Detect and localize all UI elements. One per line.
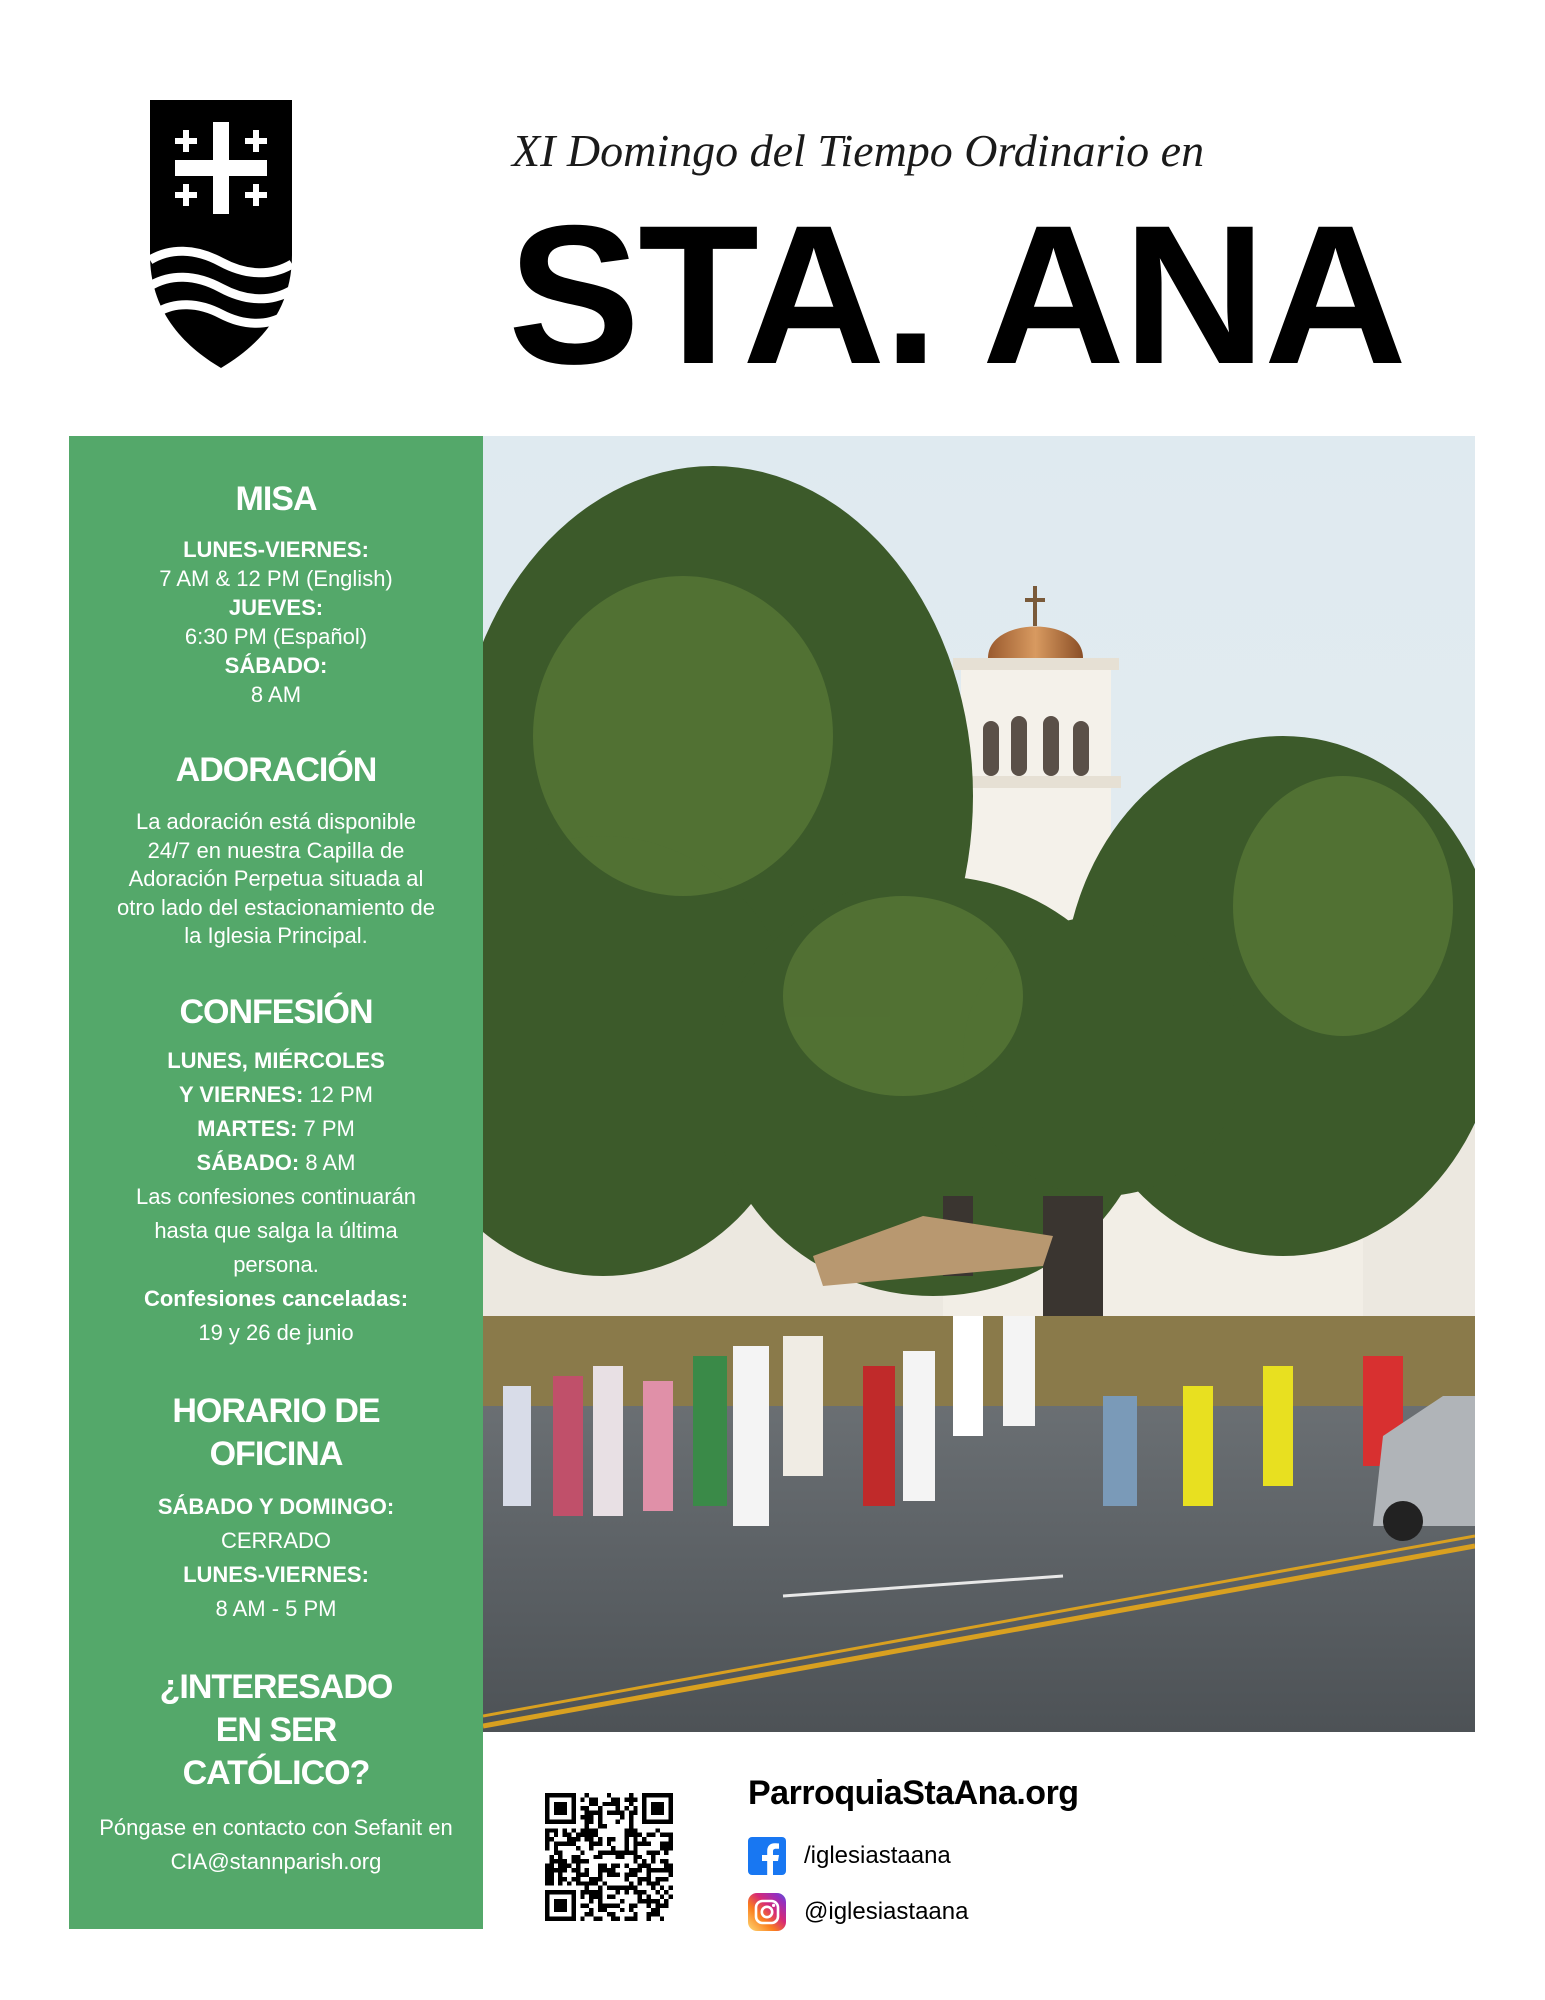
adoracion-text: La adoración está disponible 24/7 en nuestra Capilla de Adoración Perpetua situada al otro lado del estacionamiento de la Iglesia Principal. (117, 809, 435, 948)
confesion-time: 12 PM (303, 1081, 373, 1107)
instagram-link[interactable] (748, 1892, 968, 1932)
facebook-handle: /iglesiastaana (804, 1842, 951, 1869)
confesion-time: 7 PM (297, 1115, 355, 1141)
interesado-section (87, 1666, 465, 1879)
adoracion-title: ADORACIÓN (175, 751, 377, 789)
misa-value: 6:30 PM (Español) (184, 624, 368, 649)
confesion-days-label: MARTES: (197, 1115, 298, 1141)
confesion-days-label: SÁBADO: (196, 1149, 300, 1175)
website-link[interactable]: ParroquiaStaAna.org (748, 1774, 1079, 1812)
facebook-link[interactable] (748, 1836, 951, 1876)
interesado-text: Póngase en contacto con Sefanit en CIA@stannparish.org (99, 1814, 453, 1874)
page-title: STA. ANA (508, 184, 1405, 405)
qr-code[interactable] (545, 1793, 673, 1921)
misa-value: 7 AM & 12 PM (English) (159, 566, 393, 591)
confesion-title: CONFESIÓN (179, 992, 373, 1031)
misa-title: MISA (235, 480, 317, 518)
confesion-time: 8 AM (299, 1149, 356, 1175)
horario-label: LUNES-VIERNES: (183, 1561, 369, 1587)
interesado-title: ¿INTERESADO EN SER CATÓLICO? (159, 1667, 393, 1792)
horario-section (87, 1390, 465, 1626)
confesion-cancel-dates: 19 y 26 de junio (198, 1319, 354, 1345)
instagram-icon (748, 1893, 786, 1931)
misa-label: JUEVES: (228, 595, 324, 620)
horario-title: HORARIO DE OFICINA (172, 1391, 380, 1473)
instagram-handle: @iglesiastaana (804, 1898, 969, 1925)
misa-label: LUNES-VIERNES: (183, 537, 369, 562)
procession-photo (483, 436, 1475, 1732)
horario-label: SÁBADO Y DOMINGO: (157, 1493, 395, 1519)
confesion-note: Las confesiones continuarán hasta que salga la última persona. (135, 1183, 417, 1277)
parish-logo (150, 100, 292, 368)
misa-value: 8 AM (250, 682, 302, 707)
confesion-days-label: LUNES, MIÉRCOLES (167, 1047, 385, 1073)
schedule-sidebar (69, 436, 483, 1929)
confesion-section (87, 991, 465, 1350)
adoracion-section (87, 749, 465, 951)
page-subtitle: XI Domingo del Tiempo Ordinario en (512, 125, 1205, 176)
confesion-days-label: Y VIERNES: (178, 1081, 304, 1107)
facebook-icon (748, 1837, 786, 1875)
confesion-cancel-label: Confesiones canceladas: (143, 1285, 409, 1311)
horario-value: CERRADO (220, 1527, 331, 1553)
horario-value: 8 AM - 5 PM (215, 1595, 337, 1621)
misa-label: SÁBADO: (224, 653, 328, 678)
misa-section (87, 478, 465, 709)
